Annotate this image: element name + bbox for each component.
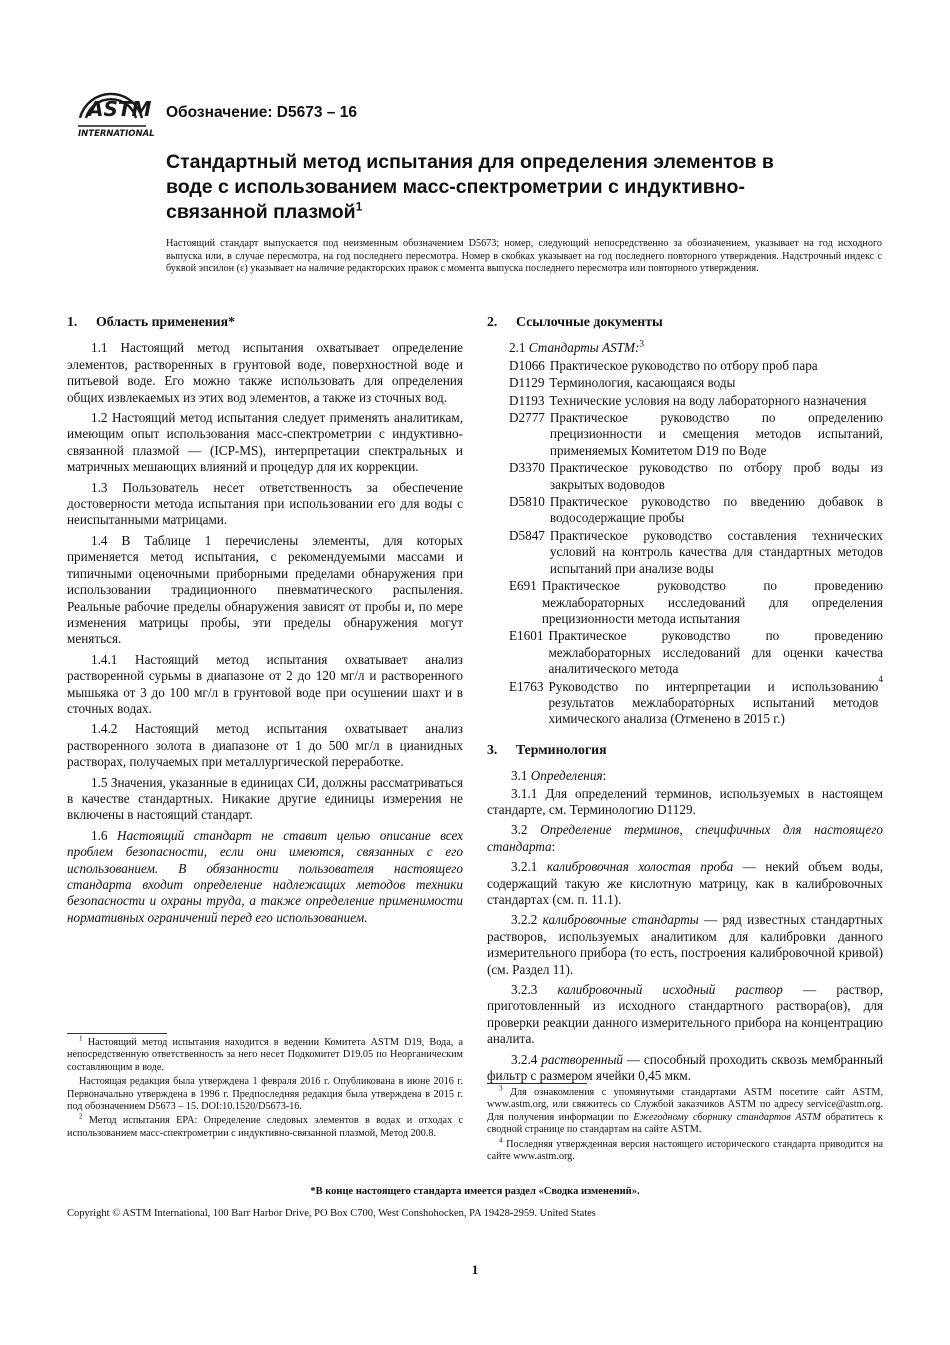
- reference-item: [509, 494, 883, 527]
- document-title: [166, 150, 806, 225]
- reference-item: [509, 393, 883, 409]
- reference-code: E691: [509, 578, 537, 594]
- definition-term: калибровочные стандарты: [542, 912, 699, 928]
- subsection-number: 3.1: [511, 768, 528, 784]
- section-number: 1.: [67, 314, 78, 329]
- right-column: [487, 314, 883, 1088]
- paragraph-3-1-1: 3.1.1 Для определений терминов, используемых в настоящем стандарте, см. Терминологию D1129.: [487, 785, 883, 817]
- definition-number: 3.2.4: [511, 1051, 538, 1067]
- title-footnote-ref: 1: [355, 199, 363, 214]
- designation: Обозначение: D5673 – 16: [166, 104, 357, 121]
- reference-code: D1193: [509, 392, 545, 408]
- definition-term: растворенный: [541, 1051, 623, 1067]
- reference-title: Практическое руководство по отбору проб воды из закрытых водоводов: [549, 460, 883, 492]
- subsection-number: 2.1: [509, 340, 526, 356]
- reference-item: [509, 410, 883, 459]
- subsection-3-1: 3.1 Определения:: [511, 768, 607, 784]
- reference-code: D2777: [509, 410, 545, 426]
- footnote-number: 4: [499, 1136, 503, 1145]
- definition-number: 3.2.2: [511, 912, 538, 928]
- reference-title: Практическое руководство составления технических условий на контроль качества для стандартных методов испытаний при анализе воды: [549, 527, 883, 576]
- paragraph-1-1: 1.1 Настоящий метод испытания охватывает определение элементов, растворенных в грунтовой воде, поверхностной воде и питьевой воде. Его можно также использовать для определения общих извлекаемых из этих вод элементов, а также из сточных вод.: [67, 340, 463, 405]
- footnote-text: Метод испытания EPA: Определение следовых элементов в водах и отходах с использованием масс-спектрометрии с индуктивно-связанной плазмой, Метод 200.8.: [67, 1115, 463, 1139]
- definition-3-2-2: [487, 912, 883, 978]
- definition-text: — некий объем воды, содержащий такую же кислотную матрицу, как в калибровочных стандартах (см. п. 11.1).: [487, 859, 883, 907]
- section-number: 3.: [487, 741, 498, 757]
- astm-logo: [66, 74, 158, 148]
- reference-title: Практическое руководство по проведению межлабораторных исследований для оценки качества аналитического метода: [548, 628, 883, 677]
- footnote-1-edition: Настоящая редакция была утверждена 1 февраля 2016 г. Опубликована в июне 2016 г. Первоначально утверждена в 1996 г. Предпоследняя редакция была утверждена в 2015 г. под обозначением D5673 – 15. DOI:10.1520/D5673-16.: [67, 1076, 463, 1113]
- page-number: 1: [471, 1262, 479, 1277]
- paragraph-1-4-1: 1.4.1 Настоящий метод испытания охватывает анализ растворенной сурьмы в диапазоне от 2 до 120 мг/л и растворенного мышьяка от 3 до 100 мг/л в грунтовой воде при осушении шахт и в сточных водах.: [67, 651, 463, 716]
- definition-text: — раствор, приготовленный из исходного стандартного раствора(ов), для проверки реакции данного измерительного прибора на концентрацию аналита.: [487, 982, 884, 1047]
- subsection-title: Стандарты ASTM:: [528, 340, 640, 356]
- reference-code: D1066: [509, 357, 545, 373]
- footnote-2: [67, 1115, 463, 1140]
- reference-item: [509, 358, 883, 374]
- definition-number: 3.2.3: [511, 982, 538, 998]
- reference-title: Практическое руководство по отбору проб пара: [549, 357, 818, 373]
- reference-code: D1129: [509, 375, 545, 391]
- subsection-title: Определения: [530, 768, 603, 784]
- definition-text: — ряд известных стандартных растворов, используемых аналитиком для калибровки данного измерительного прибора (то есть, построения калибровочной кривой) (см. Раздел 11).: [487, 912, 884, 977]
- reference-item: [509, 375, 883, 391]
- section-title: Ссылочные документы: [516, 314, 663, 329]
- definition-term: калибровочная холостая проба: [546, 859, 734, 875]
- left-column: [67, 314, 463, 930]
- document-title-text: Стандартный метод испытания для определения элементов в воде с использованием масс-спектрометрии с индуктивно-связанной плазмой: [166, 151, 774, 223]
- reference-item: [509, 460, 883, 493]
- subsection-3-2: 3.2 Определение терминов, специфичных для настоящего стандарта:: [487, 822, 883, 854]
- definition-3-2-3: [487, 982, 883, 1048]
- definition-text: — способный проходить сквозь мембранный фильтр с размером ячейки 0,45 мкм.: [487, 1051, 884, 1084]
- section-heading: [67, 314, 463, 330]
- reference-title: Руководство по интерпретации и использованию результатов межлабораторных испытаний методов химического анализа (Отменено в 2015 г.): [548, 678, 879, 727]
- paragraph-1-6: [67, 828, 463, 926]
- reference-item: [509, 578, 883, 627]
- definition-3-2-4: [487, 1052, 883, 1085]
- definition-3-2-1: [487, 859, 883, 908]
- footnotes-right: [487, 1083, 883, 1165]
- reference-title: Терминология, касающаяся воды: [549, 375, 736, 391]
- reference-title: Технические условия на воду лабораторного назначения: [549, 392, 867, 408]
- footnote-ref: 4: [878, 673, 883, 684]
- section-title: Терминология: [516, 741, 607, 757]
- definition-term: калибровочный исходный раствор: [557, 982, 783, 998]
- reference-list: [487, 358, 883, 728]
- footnote-number: 2: [79, 1113, 83, 1122]
- reference-title: Практическое руководство по определению прецизионности и смещения методов испытаний, применяемых Комитетом D19 по Воде: [549, 410, 883, 458]
- reference-code: E1601: [509, 628, 544, 644]
- paragraph-1-4-2: 1.4.2 Настоящий метод испытания охватывает анализ растворенного золота в диапазоне от 1 до 500 мг/л в цианидных растворах, получаемых при металлургической переработке.: [67, 721, 463, 770]
- footnote-number: 1: [79, 1034, 83, 1043]
- safety-statement: Настоящий стандарт не ставит целью описание всех проблем безопасности, если они имеются, связанных с его использованием. В обязанности пользователя настоящего стандарта входит определение надлежащих методов техники безопасности и охраны труда, а также определение применимости нормативных ограничений перед его использованием.: [67, 827, 463, 925]
- summary-of-changes-note: *В конце настоящего стандарта имеется раздел «Сводка изменений».: [310, 1186, 640, 1197]
- footnote-4: [487, 1136, 883, 1164]
- paragraph-1-4: 1.4 В Таблице 1 перечислены элементы, для которых применяется метод испытания, с рекомендуемыми массами и типичными оценочными приборными пределами обнаружения при использовании традиционного пневматического распыления. Реальные рабочие пределы обнаружения зависят от пробы и, по мере изменения матрицы пробы, эти пределы обнаружения могут меняться.: [67, 532, 463, 647]
- reference-item: [509, 673, 883, 728]
- footnote-text: Для ознакомления с упомянутыми стандартами ASTM посетите сайт ASTM, www.astm.org, или свяжитесь со Службой заказчиков ASTM по адресу service@astm.org. Для получения информации по: [487, 1087, 884, 1123]
- definition-number: 3.2.1: [511, 859, 538, 875]
- section-number: 2.: [487, 314, 498, 329]
- subsection-number: 3.2: [511, 822, 528, 838]
- paragraph-1-2: 1.2 Настоящий метод испытания следует применять аналитикам, имеющим опыт использования масс-спектрометрии с индуктивно-связанной плазмой — (ICP-MS), интерпретации спектральных и матричных мешающих влияний и процедур для их коррекции.: [67, 410, 463, 475]
- footnotes-left: [67, 1033, 463, 1142]
- issue-note: Настоящий стандарт выпускается под неизменным обозначением D5673; номер, следующий непосредственно за обозначением, указывает на год исходного выпуска или, в случае пересмотра, на год последнего пересмотра. Номер в скобках указывает на год последнего повторного утверждения. Надстрочный индекс с буквой эпсилон (ε) указывает на наличие редакторских правок с момента выпуска последнего пересмотра или повторного утверждения.: [166, 238, 882, 275]
- reference-item: [509, 628, 883, 677]
- reference-code: D5847: [509, 527, 545, 543]
- footnote-text: Настоящий метод испытания находится в ведении Комитета ASTM D19, Вода, а непосредственную ответственность за него несет Подкомитет D19.05 по Неорганическим составляющим в воде.: [67, 1037, 464, 1073]
- section-heading: [487, 742, 883, 758]
- footnote-ref: 3: [639, 339, 645, 350]
- footnote-text: обратитесь к сводной странице по стандартам на сайте ASTM.: [487, 1111, 884, 1136]
- reference-title: Практическое руководство по введению добавок в водосодержащие пробы: [549, 494, 883, 526]
- footnote-3: [487, 1084, 884, 1137]
- reference-title: Практическое руководство по проведению межлабораторных исследований для определения прецизионности метода испытания: [541, 578, 883, 626]
- reference-code: E1763: [509, 678, 544, 694]
- footnote-italic: Ежегодному сборнику стандартов ASTM: [633, 1111, 821, 1123]
- section-title: Область применения*: [96, 314, 235, 329]
- paragraph-1-5: 1.5 Значения, указанные в единицах СИ, должны рассматриваться в качестве стандартных. Никакие другие единицы измерения не включены в настоящий стандарт.: [67, 774, 463, 823]
- footnote-text: Последняя утвержденная версия настоящего исторического стандарта приводится на сайте www.astm.org.: [487, 1138, 883, 1163]
- section-heading: [487, 314, 883, 330]
- logo-international: INTERNATIONAL: [78, 129, 155, 139]
- paragraph-1-3: 1.3 Пользователь несет ответственность за обеспечение достоверности метода испытания при использовании его для воды с неиспытанными матрицами.: [67, 479, 463, 528]
- subsection-2-1: [509, 340, 883, 356]
- copyright-notice: Copyright © ASTM International, 100 Barr Harbor Drive, PO Box C700, West Conshohocken, PA 19428-2959. United States: [67, 1208, 596, 1219]
- logo-letters: ASTM: [88, 97, 152, 121]
- reference-code: D3370: [509, 460, 545, 476]
- footnote-number: 3: [499, 1084, 503, 1093]
- subsection-title: Определение терминов, специфичных для настоящего стандарта: [487, 822, 883, 854]
- footnote-1: [67, 1034, 464, 1074]
- reference-code: D5810: [509, 494, 545, 510]
- paragraph-number: 1.6: [91, 827, 108, 843]
- reference-item: [509, 528, 883, 577]
